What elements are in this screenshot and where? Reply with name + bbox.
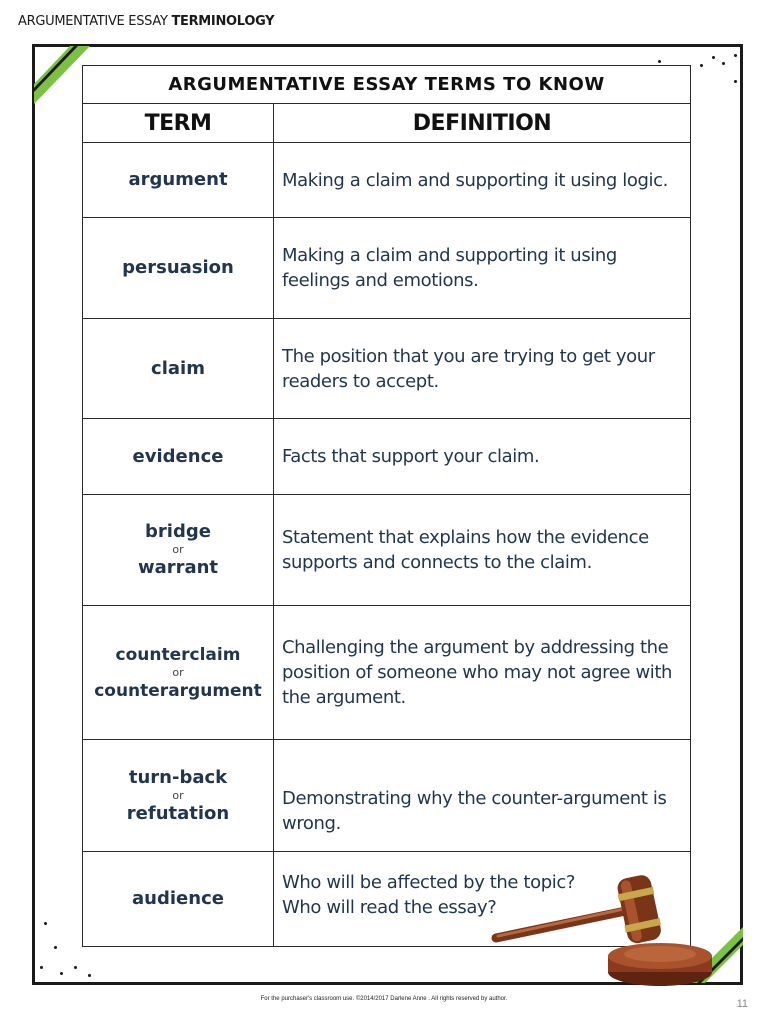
- definition-cell: Statement that explains how the evidence supports and connects to the claim.: [274, 495, 691, 606]
- terms-table: [82, 65, 691, 947]
- table-header-row: [83, 104, 691, 143]
- term-cell: persuasion: [83, 218, 274, 319]
- term-cell: evidence: [83, 419, 274, 495]
- table-row: [83, 143, 691, 218]
- table-title: ARGUMENTATIVE ESSAY TERMS TO KNOW: [83, 66, 691, 104]
- term-secondary: refutation: [126, 802, 230, 824]
- term-cell: audience: [83, 852, 274, 947]
- definition-cell: Challenging the argument by addressing the position of someone who may not agree with the argument.: [274, 606, 691, 740]
- term-secondary: warrant: [137, 557, 219, 578]
- term-secondary: counterargument: [94, 680, 262, 701]
- definition-cell: The position that you are trying to get your readers to accept.: [274, 319, 691, 419]
- table-row: [83, 319, 691, 419]
- decor-dot: [44, 922, 47, 925]
- page-number: 11: [736, 998, 748, 1010]
- term-or: or: [172, 665, 184, 679]
- page-header: [18, 14, 274, 29]
- decor-dot: [74, 966, 77, 969]
- term-or: or: [172, 788, 184, 802]
- table-title-row: [83, 66, 691, 104]
- definition-line: Who will be affected by the topic?: [282, 872, 575, 893]
- decor-dot: [54, 946, 57, 949]
- column-header-definition: DEFINITION: [274, 104, 691, 143]
- term-cell: argument: [83, 143, 274, 218]
- decor-dot: [658, 60, 661, 63]
- table-row: [83, 740, 691, 852]
- decor-dot: [734, 54, 737, 57]
- decor-dot: [88, 974, 91, 977]
- term-cell: [83, 606, 274, 740]
- decor-dot: [712, 56, 715, 59]
- term-cell: claim: [83, 319, 274, 419]
- term-primary: turn-back: [128, 766, 228, 788]
- gavel-icon: [490, 872, 720, 990]
- term-or: or: [172, 543, 184, 556]
- table-row: [83, 419, 691, 495]
- decor-dot: [734, 80, 737, 83]
- decor-dot: [722, 62, 725, 65]
- copyright-footer: For the purchaser's classroom use. ©2014/2017 Darlene Anne . All rights reserved by author.: [260, 996, 508, 1002]
- table-row: [83, 218, 691, 319]
- definition-cell: Making a claim and supporting it using logic.: [274, 143, 691, 218]
- definition-cell: Facts that support your claim.: [274, 419, 691, 495]
- decor-dot: [60, 972, 63, 975]
- definition-cell: Demonstrating why the counter-argument is wrong.: [274, 740, 691, 852]
- term-primary: bridge: [145, 521, 211, 542]
- table-row: [83, 495, 691, 606]
- definition-line: Who will read the essay?: [282, 897, 497, 918]
- decor-dot: [40, 966, 43, 969]
- column-header-term: TERM: [83, 104, 274, 143]
- decor-dot: [700, 64, 703, 67]
- term-cell: [83, 740, 274, 852]
- term-cell: [83, 495, 274, 606]
- definition-cell: Making a claim and supporting it using feelings and emotions.: [274, 218, 691, 319]
- table-row: [83, 606, 691, 740]
- header-bold: TERMINOLOGY: [171, 14, 275, 29]
- term-primary: counterclaim: [115, 644, 241, 665]
- header-prefix: ARGUMENTATIVE ESSAY: [18, 14, 168, 29]
